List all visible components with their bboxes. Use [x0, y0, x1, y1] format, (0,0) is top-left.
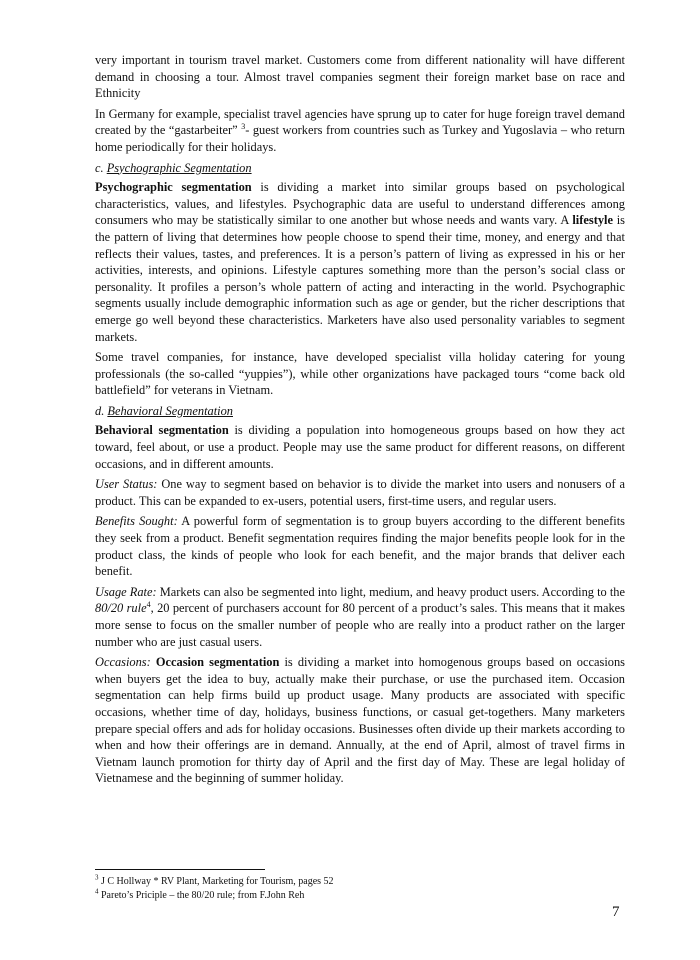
page-number: 7 [612, 904, 620, 920]
footnote-ref: 3 [241, 122, 246, 132]
paragraph-usage-rate: Usage Rate: Markets can also be segmented into light, medium, and heavy product users. According to the 80/20 rule$^4$, 20 percent of purchasers account for 80 percent of a product’s sales. This means that it makes more sense to focus on the smaller number of people who are really into a product rather on the larger number who are just casual users. [95, 584, 625, 649]
label: User Status: [95, 477, 158, 492]
term: Occasion segmentation [155, 655, 280, 670]
paragraph: Behavioral segmentation is dividing a population into homogeneous groups based on how they act toward, feel about, or use a product. People may use the same product for different reasons, on different occasions, and in different amounts. [95, 423, 625, 471]
footnotes [95, 875, 615, 902]
paragraph: very important in tourism travel market. Customers come from different nationality will have different demand in choosing a tour. Almost travel companies segment their foreign market base on race and Ethnicity [95, 53, 625, 101]
document-body [95, 52, 625, 791]
term: Psychographic segmentation [95, 180, 252, 195]
paragraph-occasions: Occasions: Occasion segmentation is dividing a market into homogenous groups based on occasions when buyers get the idea to buy, actually make their purchase, or use the purchased item. Occasion segmentation can help firms build up product usage. Many products are associated with specific occasions, whether time of day, holidays, business functions, or casual get-togethers. Many marketers prepare special offers and ads for holiday occasions. Businesses often divide up their markets according to when and how their offerings are in demand. Annually, at the end of April, almost of travel firms in Vietnam launch promotion for thirty day of April and the first day of May. These are legal holiday of Vietnamese and the beginning of summer holiday. [95, 655, 625, 786]
paragraph: Some travel companies, for instance, have developed specialist villa holiday catering for young professionals (the so-called “yuppies”), while other organizations have packaged tours “come back old battlefield” for veterans in Vietnam. [95, 350, 625, 398]
paragraph: Psychographic segmentation is dividing a market into similar groups based on psychological characteristics, values, and lifestyles. Psychographic data are useful to understand differences among consumers who may be statistically similar to one another but whose needs and wants vary. A lifestyle is the pattern of living that determines how people choose to spend their time, money, and energy and that reflects their values, tastes, and preferences. It is a person’s pattern of living as expressed in his or her activities, interests, and opinions. Lifestyle captures something more than the person’s social class or personality. It profiles a person’s whole pattern of acting and interacting in the world. Psychographic segments usually include demographic information such as age or gender, but the richer descriptions that emerge go well beyond these characteristics. Marketers have also used personality variables to segment markets. [95, 180, 625, 344]
footnote: $^4$ Pareto’s Priciple – the 80/20 rule; from F.John Reh [95, 887, 305, 901]
label: Usage Rate: [95, 584, 157, 599]
paragraph: In Germany for example, specialist travel agencies have sprung up to cater for huge foreign travel demand created by the “gastarbeiter” $^3$- guest workers from countries such as Turkey and Yugoslavia – who return home periodically for their holidays. [95, 106, 625, 154]
term: lifestyle [572, 213, 613, 228]
footnote-divider [95, 869, 265, 870]
section-heading-psychographic: c. Psychographic Segmentation [95, 160, 252, 175]
paragraph-benefits: Benefits Sought: A powerful form of segmentation is to group buyers according to the different benefits they seek from a product. Benefit segmentation requires finding the major benefits people look for in the product class, the kinds of people who look for each benefit, and the major brands that deliver each benefit. [95, 514, 625, 579]
footnote: $^3$ J C Hollway * RV Plant, Marketing for Tourism, pages 52 [95, 873, 334, 887]
section-heading-behavioral: d. Behavioral Segmentation [95, 403, 233, 418]
footnote-ref: 4 [146, 600, 151, 610]
label: Occasions: [95, 655, 151, 670]
term: Behavioral segmentation [95, 423, 229, 438]
paragraph-user-status: User Status: One way to segment based on behavior is to divide the market into users and nonusers of a product. This can be expanded to ex-users, potential users, first-time users, and regular users. [95, 477, 626, 508]
label: Benefits Sought: [95, 514, 178, 529]
